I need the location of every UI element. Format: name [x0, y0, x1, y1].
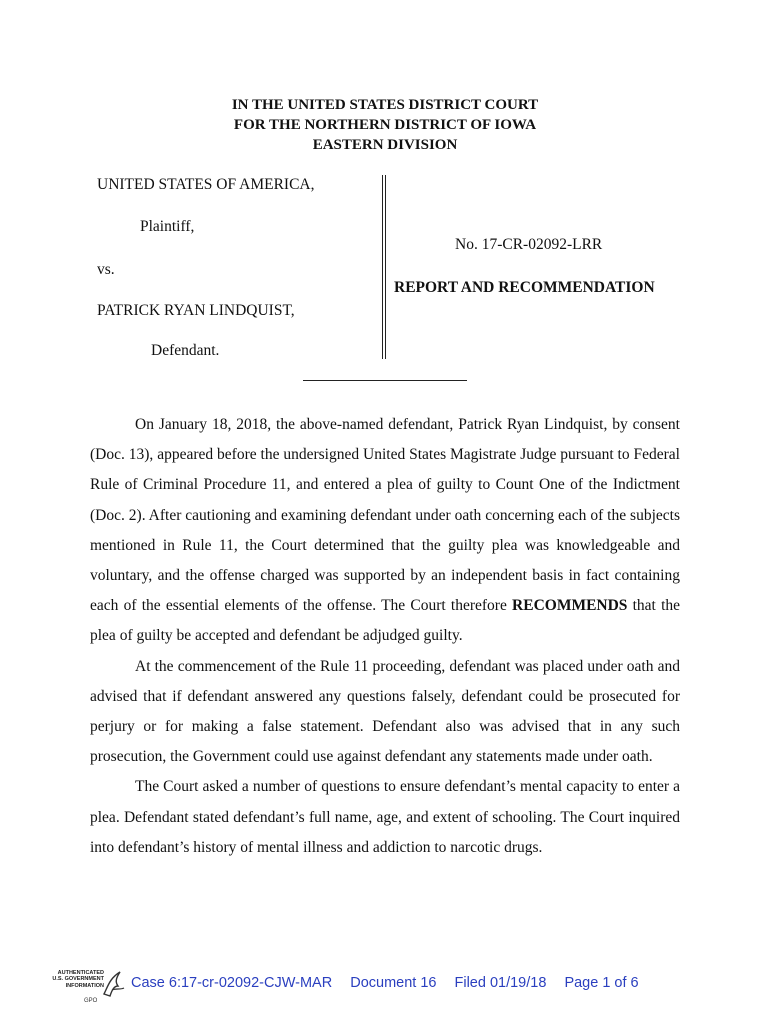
- paragraph: On January 18, 2018, the above-named defendant, Patrick Ryan Lindquist, by consent (Doc. 13), appeared before the undersigned United States Magistrate Judge pursuant to Federal Rule of Criminal Procedure 11, and entered a plea of guilty to Count One of the Indictment (Doc. 2). After cautioning and examining defendant under oath concerning each of the subjects mentioned in Rule 11, the Court determined that the guilty plea was knowledgeable and voluntary, and the offense charged was supported by an independent basis in fact containing each of the essential elements of the offense. The Court therefore RECOMMENDS that the plea of guilty be accepted and defendant be adjudged guilty.: [90, 416, 681, 645]
- recommends-emphasis: RECOMMENDS: [512, 597, 628, 615]
- footer-filed-date: Filed 01/19/18: [454, 975, 547, 991]
- plaintiff-name: UNITED STATES OF AMERICA,: [97, 176, 315, 193]
- case-footer-line: [131, 975, 639, 991]
- defendant-role: Defendant.: [151, 342, 220, 359]
- caption-rule: [303, 380, 467, 381]
- case-number: No. 17-CR-02092-LRR: [455, 236, 603, 253]
- footer-document-number: Document 16: [350, 975, 437, 991]
- gpo-authentication-seal: AUTHENTICATED U.S. GOVERNMENT INFORMATION GPO: [40, 966, 130, 1010]
- caption-divider: [382, 175, 386, 359]
- eagle-icon: [100, 968, 128, 1000]
- versus-label: vs.: [97, 261, 115, 278]
- page-footer: [40, 966, 740, 1010]
- footer-page-number: Page 1 of 6: [564, 975, 639, 991]
- footer-case-number: Case 6:17-cr-02092-CJW-MAR: [131, 975, 333, 991]
- court-header: [0, 95, 770, 155]
- document-type: REPORT AND RECOMMENDATION: [394, 279, 655, 296]
- document-body: [90, 410, 680, 863]
- court-name-line: IN THE UNITED STATES DISTRICT COURT: [231, 97, 539, 113]
- plaintiff-role: Plaintiff,: [140, 218, 195, 235]
- paragraph: The Court asked a number of questions to ensure defendant’s mental capacity to enter a plea. Defendant stated defendant’s full name, age, and extent of schooling. The Court inquired into defendant’s history of mental illness and addiction to narcotic drugs.: [90, 778, 680, 856]
- paragraph: At the commencement of the Rule 11 proceeding, defendant was placed under oath and advised that if defendant answered any questions falsely, defendant could be prosecuted for perjury or for making a false statement. Defendant also was advised that in any such prosecution, the Government could use against defendant any statements made under oath.: [90, 657, 680, 766]
- division-line: EASTERN DIVISION: [312, 137, 458, 153]
- district-line: FOR THE NORTHERN DISTRICT OF IOWA: [233, 117, 537, 133]
- defendant-name: PATRICK RYAN LINDQUIST,: [97, 302, 295, 319]
